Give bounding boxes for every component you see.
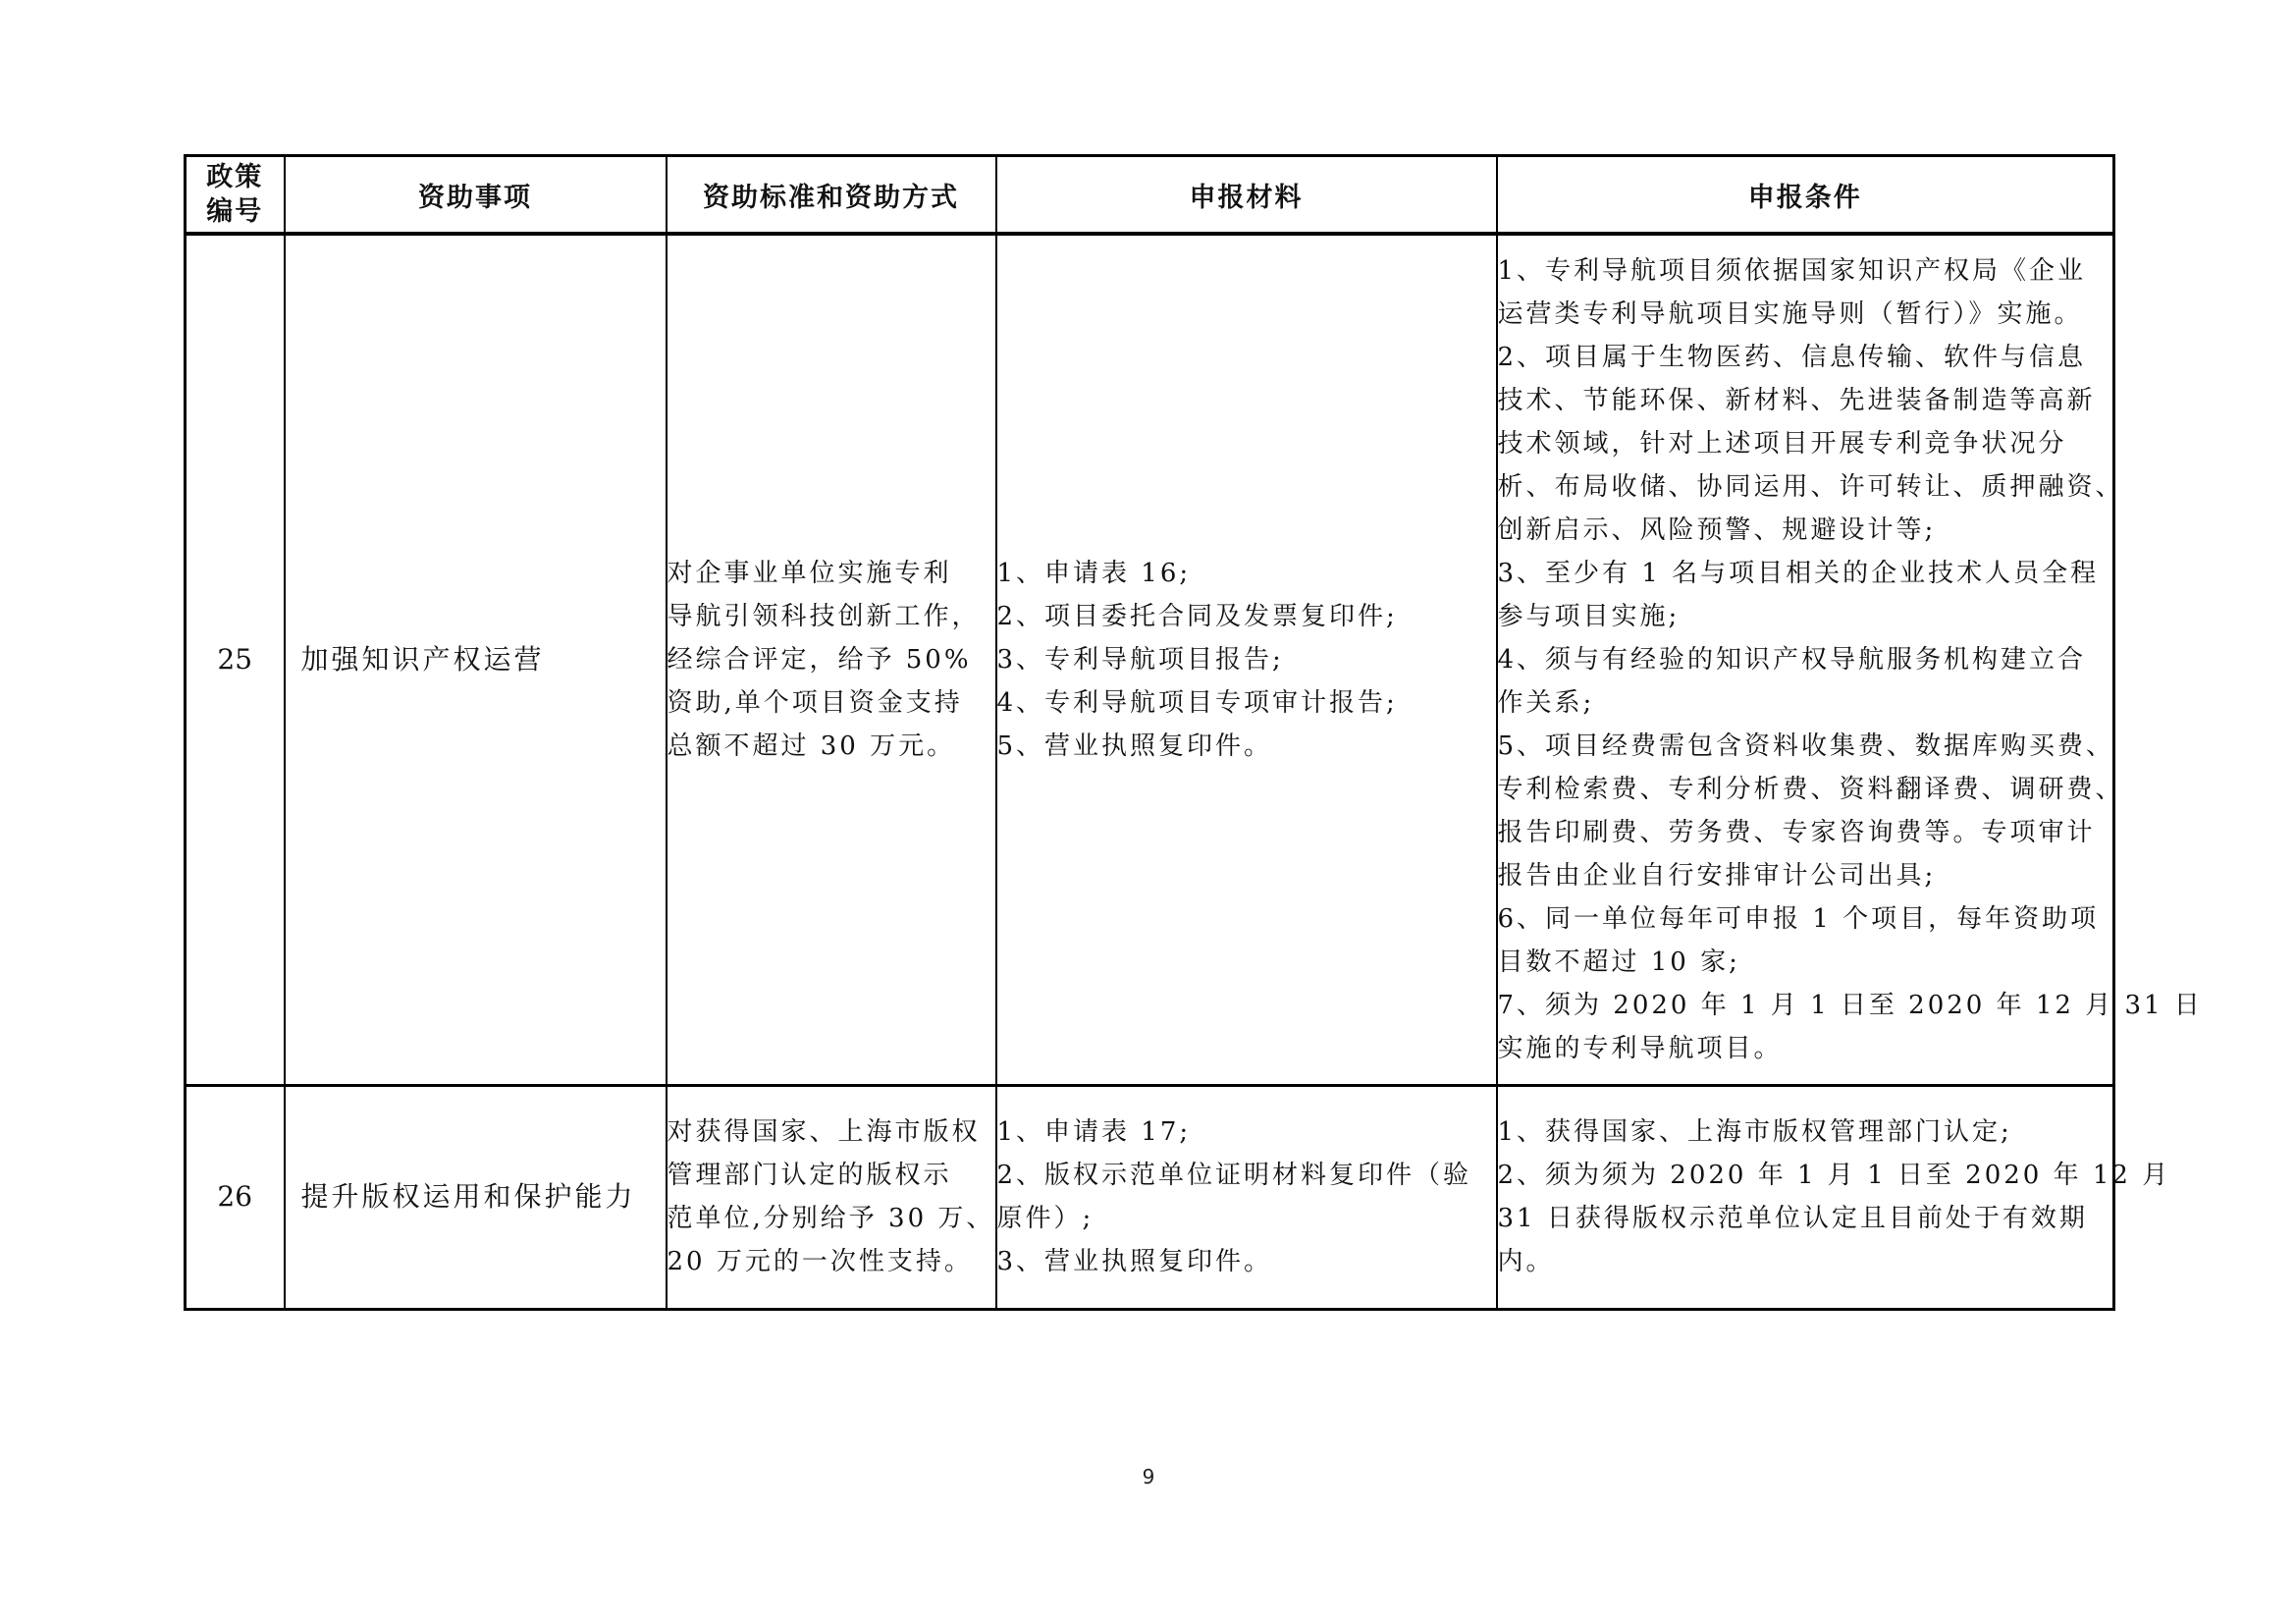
application-materials xyxy=(996,234,1497,1085)
text-line: 经综合评定，给予 50% xyxy=(667,644,972,675)
text-line: 目数不超过 10 家; xyxy=(1497,947,1740,977)
text-line: 技术、节能环保、新材料、先进装备制造等高新 xyxy=(1497,385,2096,415)
application-conditions xyxy=(1497,234,2203,1085)
header-policy-number-line2: 编号 xyxy=(206,196,264,227)
policy-funding-table xyxy=(184,154,2203,1311)
header-funding-item: 资助事项 xyxy=(285,156,667,235)
header-policy-number-line1: 政策 xyxy=(206,162,264,192)
text-line: 参与项目实施; xyxy=(1497,601,1681,631)
text-line: 报告由企业自行安排审计公司出具; xyxy=(1497,860,1937,891)
text-line: 3、至少有 1 名与项目相关的企业技术人员全程 xyxy=(1497,558,2100,588)
header-application-conditions: 申报条件 xyxy=(1497,156,2114,235)
list-item: 1、申请表 16; xyxy=(996,558,1192,588)
text-line: 技术领域，针对上述项目开展专利竞争状况分 xyxy=(1497,428,2067,459)
text-line: 析、布局收储、协同运用、许可转让、质押融资、 xyxy=(1497,471,2124,502)
funding-standard xyxy=(667,234,996,1085)
page-number: 9 xyxy=(1142,1465,1155,1489)
text-line: 管理部门认定的版权示 xyxy=(667,1161,952,1190)
text-line: 31 日获得版权示范单位认定且目前处于有效期 xyxy=(1497,1204,2088,1233)
header-application-materials: 申报材料 xyxy=(996,156,1497,235)
text-line: 报告印刷费、劳务费、专家咨询费等。专项审计 xyxy=(1497,817,2096,847)
text-line: 对获得国家、上海市版权 xyxy=(667,1117,981,1147)
text-line: 创新启示、风险预警、规避设计等; xyxy=(1497,514,1937,545)
list-item: 4、专利导航项目专项审计报告; xyxy=(996,687,1398,718)
list-item: 2、项目委托合同及发票复印件; xyxy=(996,601,1398,631)
text-line: 7、须为 2020 年 1 月 1 日至 2020 年 12 月 31 日 xyxy=(1497,990,2203,1020)
header-policy-number xyxy=(186,156,285,235)
table-row xyxy=(186,234,2114,1085)
text-line: 范单位,分别给予 30 万、 xyxy=(667,1204,995,1233)
list-item: 5、营业执照复印件。 xyxy=(996,731,1273,761)
text-line: 2、须为须为 2020 年 1 月 1 日至 2020 年 12 月 xyxy=(1497,1161,2171,1190)
text-line: 总额不超过 30 万元。 xyxy=(667,731,956,761)
table-row xyxy=(186,1085,2114,1309)
application-materials xyxy=(996,1085,1497,1309)
text-line: 实施的专利导航项目。 xyxy=(1497,1033,1783,1063)
policy-number: 25 xyxy=(186,234,285,1085)
text-line: 作关系; xyxy=(1497,687,1595,718)
text-line: 1、专利导航项目须依据国家知识产权局《企业 xyxy=(1497,255,2087,286)
list-item: 原件）; xyxy=(996,1204,1095,1233)
text-line: 资助,单个项目资金支持 xyxy=(667,687,963,718)
funding-item: 提升版权运用和保护能力 xyxy=(285,1085,667,1309)
text-line: 4、须与有经验的知识产权导航服务机构建立合 xyxy=(1497,644,2087,675)
list-item: 3、专利导航项目报告; xyxy=(996,644,1284,675)
text-line: 1、获得国家、上海市版权管理部门认定; xyxy=(1497,1117,2012,1147)
text-line: 5、项目经费需包含资料收集费、数据库购买费、 xyxy=(1497,731,2115,761)
policy-number: 26 xyxy=(186,1085,285,1309)
application-conditions xyxy=(1497,1085,2171,1309)
header-funding-standard: 资助标准和资助方式 xyxy=(667,156,996,235)
list-item: 1、申请表 17; xyxy=(996,1117,1192,1147)
funding-standard xyxy=(667,1085,996,1309)
text-line: 2、项目属于生物医药、信息传输、软件与信息 xyxy=(1497,342,2087,372)
text-line: 导航引领科技创新工作， xyxy=(667,601,981,631)
text-line: 对企事业单位实施专利 xyxy=(667,558,952,588)
text-line: 20 万元的一次性支持。 xyxy=(667,1247,973,1276)
list-item: 3、营业执照复印件。 xyxy=(996,1247,1273,1276)
text-line: 专利检索费、专利分析费、资料翻译费、调研费、 xyxy=(1497,774,2124,804)
text-line: 6、同一单位每年可申报 1 个项目，每年资助项 xyxy=(1497,903,2100,934)
list-item: 2、版权示范单位证明材料复印件（验 xyxy=(996,1161,1472,1190)
text-line: 内。 xyxy=(1497,1247,1555,1276)
table-header-row xyxy=(186,156,2114,235)
text-line: 运营类专利导航项目实施导则（暂行）》实施。 xyxy=(1497,298,2083,329)
funding-item: 加强知识产权运营 xyxy=(285,234,667,1085)
